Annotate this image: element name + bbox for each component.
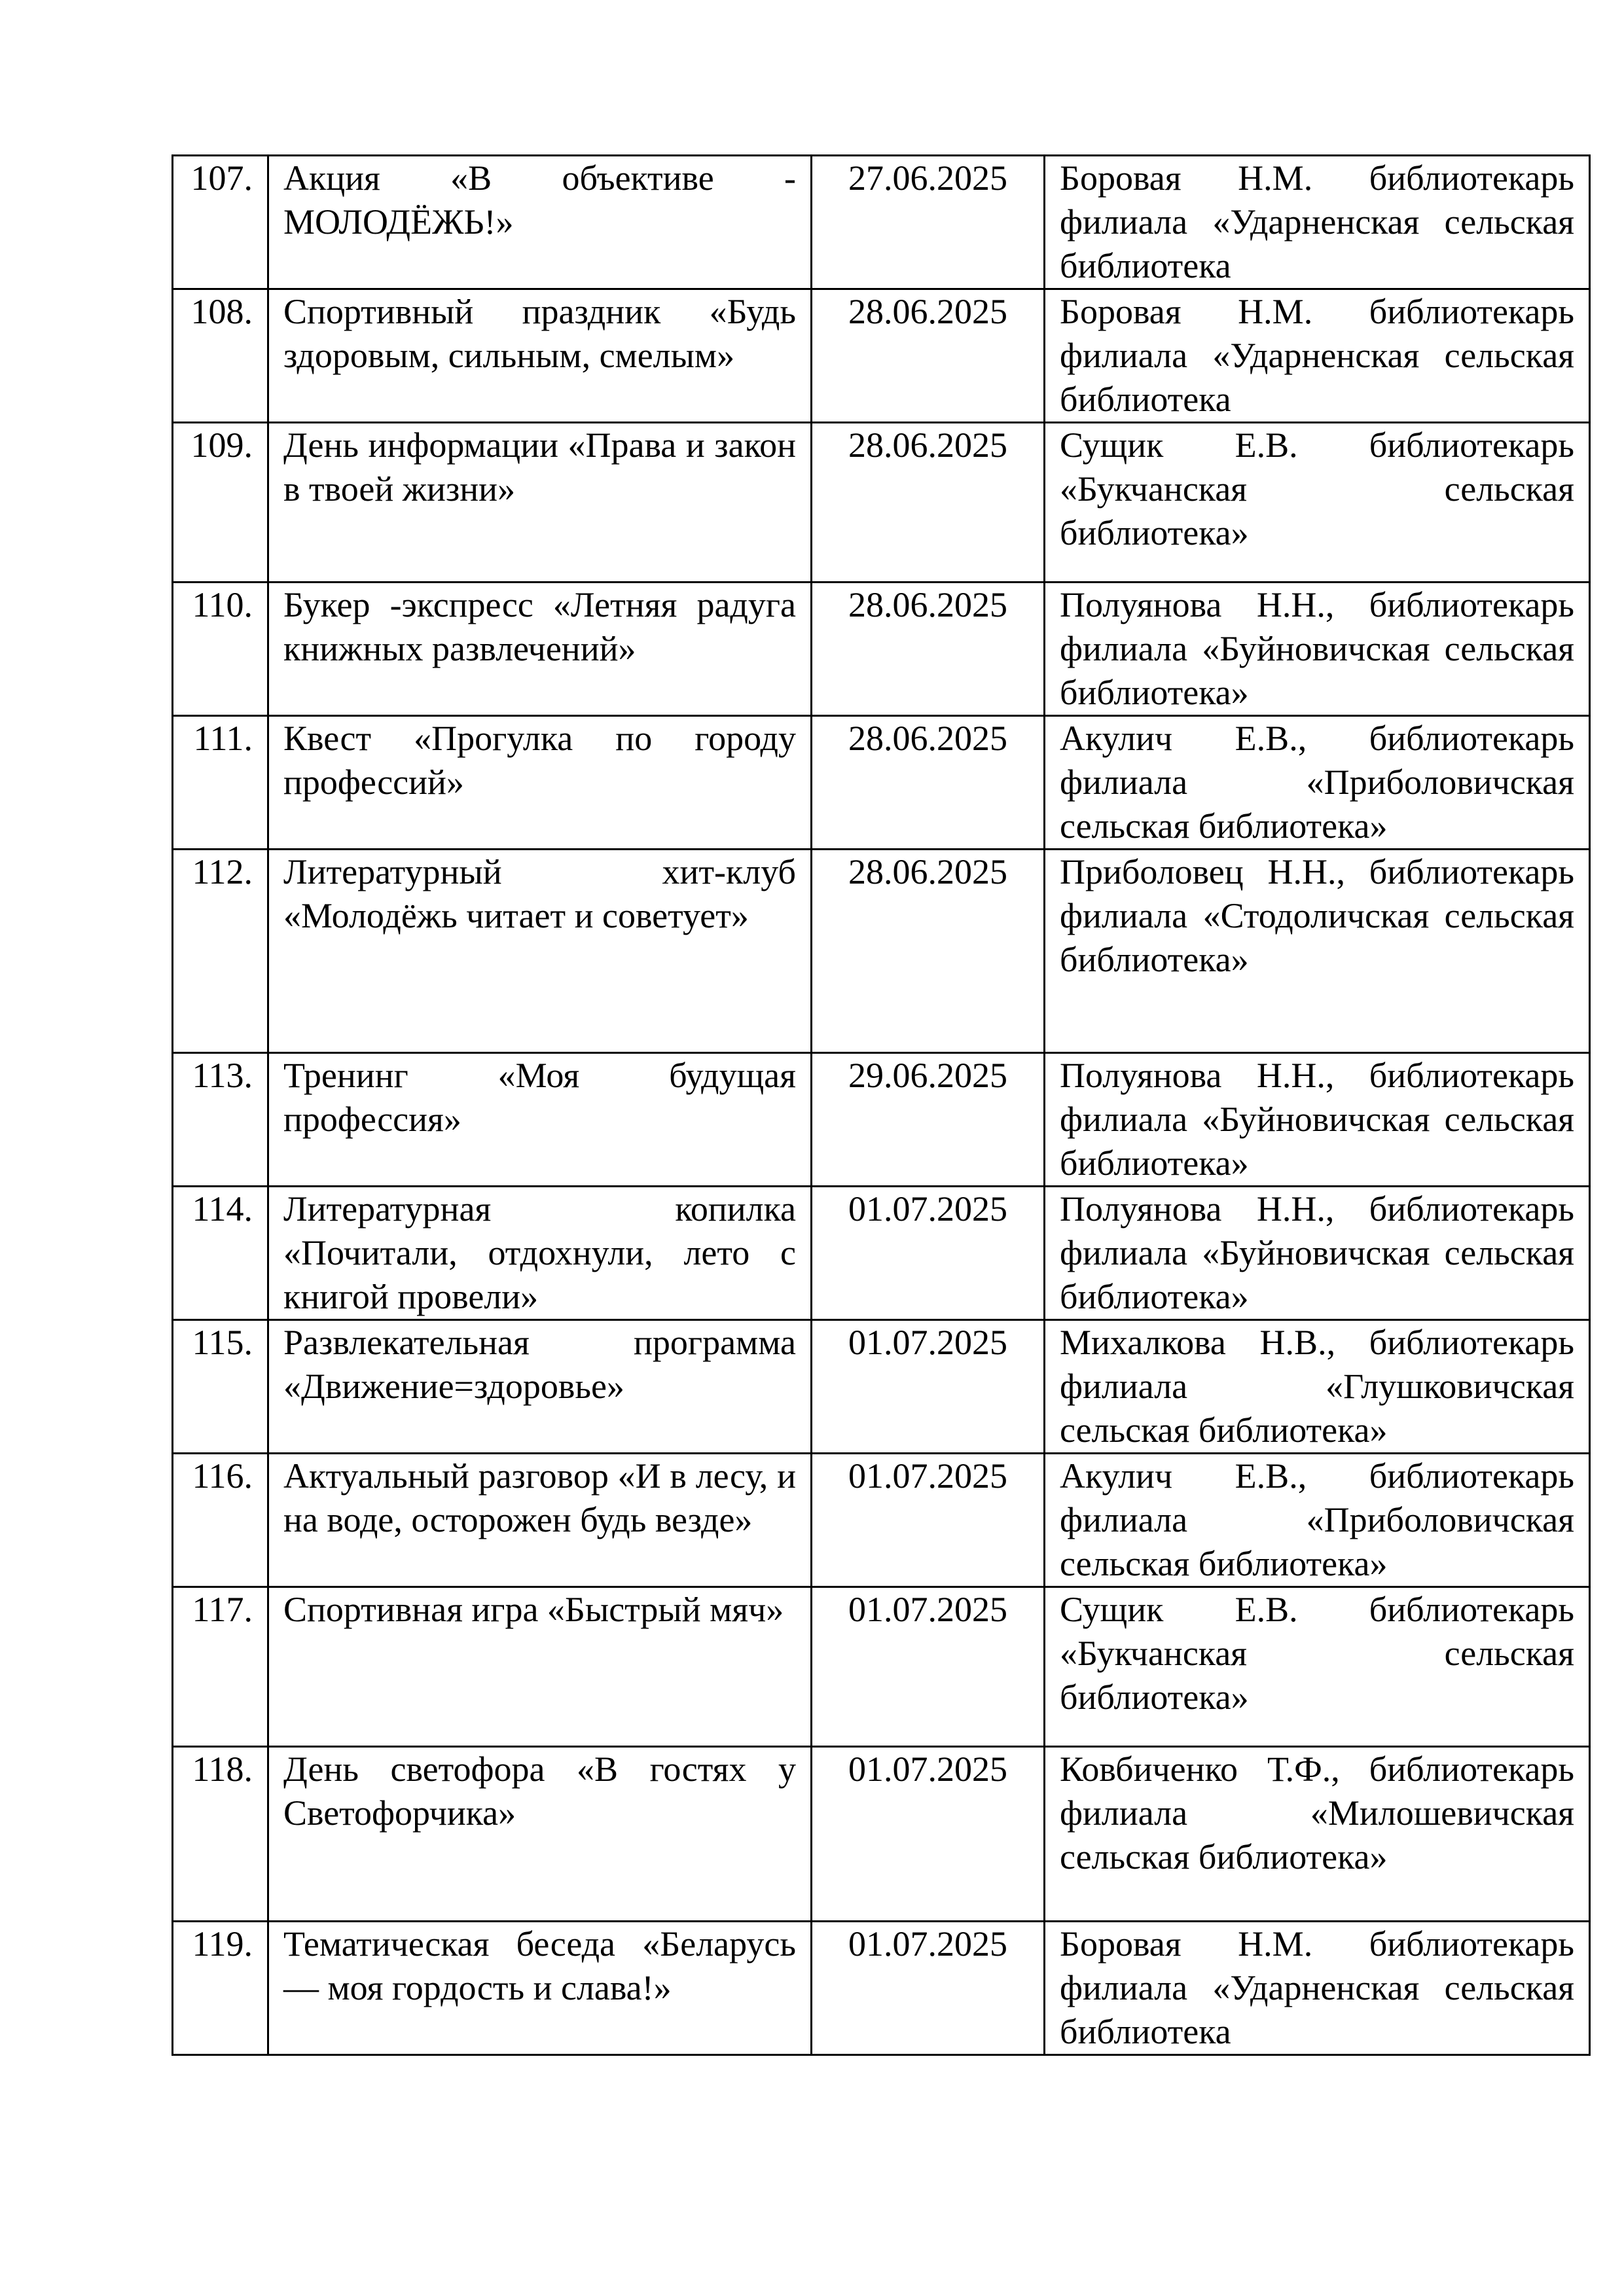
event-title: Литературный хит-клуб «Молодёжь читает и советует» bbox=[268, 850, 812, 1053]
event-date: 01.07.2025 bbox=[812, 1922, 1045, 2055]
row-number: 113. bbox=[173, 1053, 268, 1187]
event-responsible: Михалкова Н.В., библиотекарь филиала «Глушковичская сельская библиотека» bbox=[1045, 1320, 1590, 1454]
row-number: 111. bbox=[173, 716, 268, 850]
event-title: Развлекательная программа «Движение=здоровье» bbox=[268, 1320, 812, 1454]
event-title: Акция «В объективе - МОЛОДЁЖЬ!» bbox=[268, 156, 812, 289]
event-responsible: Сущик Е.В. библиотекарь «Букчанская сельская библиотека» bbox=[1045, 423, 1590, 583]
event-title: Литературная копилка «Почитали, отдохнули, лето с книгой провели» bbox=[268, 1187, 812, 1320]
event-title: День светофора «В гостях у Светофорчика» bbox=[268, 1747, 812, 1922]
event-title: Букер -экспресс «Летняя радуга книжных развлечений» bbox=[268, 583, 812, 716]
event-date: 28.06.2025 bbox=[812, 289, 1045, 423]
event-date: 28.06.2025 bbox=[812, 850, 1045, 1053]
event-responsible: Полуянова Н.Н., библиотекарь филиала «Буйновичская сельская библиотека» bbox=[1045, 583, 1590, 716]
event-title: Спортивный праздник «Будь здоровым, сильным, смелым» bbox=[268, 289, 812, 423]
event-title: Тематическая беседа «Беларусь — моя гордость и слава!» bbox=[268, 1922, 812, 2055]
table-row bbox=[173, 1320, 1590, 1454]
event-responsible: Боровая Н.М. библиотекарь филиала «Ударненская сельская библиотека bbox=[1045, 289, 1590, 423]
event-title: Тренинг «Моя будущая профессия» bbox=[268, 1053, 812, 1187]
event-date: 01.07.2025 bbox=[812, 1320, 1045, 1454]
event-responsible: Полуянова Н.Н., библиотекарь филиала «Буйновичская сельская библиотека» bbox=[1045, 1187, 1590, 1320]
event-date: 01.07.2025 bbox=[812, 1454, 1045, 1587]
row-number: 109. bbox=[173, 423, 268, 583]
event-date: 01.07.2025 bbox=[812, 1187, 1045, 1320]
row-number: 116. bbox=[173, 1454, 268, 1587]
row-number: 119. bbox=[173, 1922, 268, 2055]
event-responsible: Боровая Н.М. библиотекарь филиала «Ударненская сельская библиотека bbox=[1045, 156, 1590, 289]
row-number: 114. bbox=[173, 1187, 268, 1320]
event-responsible: Боровая Н.М. библиотекарь филиала «Ударненская сельская библиотека bbox=[1045, 1922, 1590, 2055]
event-date: 27.06.2025 bbox=[812, 156, 1045, 289]
event-date: 29.06.2025 bbox=[812, 1053, 1045, 1187]
table-row bbox=[173, 850, 1590, 1053]
row-number: 115. bbox=[173, 1320, 268, 1454]
event-responsible: Акулич Е.В., библиотекарь филиала «Приболовичская сельская библиотека» bbox=[1045, 716, 1590, 850]
event-date: 28.06.2025 bbox=[812, 423, 1045, 583]
table-row bbox=[173, 1747, 1590, 1922]
event-title: Актуальный разговор «И в лесу, и на воде, осторожен будь везде» bbox=[268, 1454, 812, 1587]
table-row bbox=[173, 716, 1590, 850]
event-date: 28.06.2025 bbox=[812, 583, 1045, 716]
event-responsible: Ковбиченко Т.Ф., библиотекарь филиала «Милошевичская сельская библиотека» bbox=[1045, 1747, 1590, 1922]
event-title: День информации «Права и закон в твоей жизни» bbox=[268, 423, 812, 583]
table-row bbox=[173, 1053, 1590, 1187]
table-row bbox=[173, 1587, 1590, 1747]
event-responsible: Полуянова Н.Н., библиотекарь филиала «Буйновичская сельская библиотека» bbox=[1045, 1053, 1590, 1187]
table-row bbox=[173, 1922, 1590, 2055]
row-number: 110. bbox=[173, 583, 268, 716]
table-row bbox=[173, 289, 1590, 423]
row-number: 108. bbox=[173, 289, 268, 423]
event-date: 28.06.2025 bbox=[812, 716, 1045, 850]
events-table-body bbox=[173, 156, 1590, 2055]
event-title: Спортивная игра «Быстрый мяч» bbox=[268, 1587, 812, 1747]
row-number: 118. bbox=[173, 1747, 268, 1922]
event-date: 01.07.2025 bbox=[812, 1587, 1045, 1747]
event-title: Квест «Прогулка по городу профессий» bbox=[268, 716, 812, 850]
row-number: 112. bbox=[173, 850, 268, 1053]
table-row bbox=[173, 156, 1590, 289]
table-row bbox=[173, 583, 1590, 716]
events-table bbox=[171, 154, 1591, 2056]
row-number: 107. bbox=[173, 156, 268, 289]
event-responsible: Приболовец Н.Н., библиотекарь филиала «Стодоличская сельская библиотека» bbox=[1045, 850, 1590, 1053]
table-row bbox=[173, 1187, 1590, 1320]
event-responsible: Сущик Е.В. библиотекарь «Букчанская сельская библиотека» bbox=[1045, 1587, 1590, 1747]
event-responsible: Акулич Е.В., библиотекарь филиала «Приболовичская сельская библиотека» bbox=[1045, 1454, 1590, 1587]
row-number: 117. bbox=[173, 1587, 268, 1747]
table-row bbox=[173, 423, 1590, 583]
event-date: 01.07.2025 bbox=[812, 1747, 1045, 1922]
table-row bbox=[173, 1454, 1590, 1587]
